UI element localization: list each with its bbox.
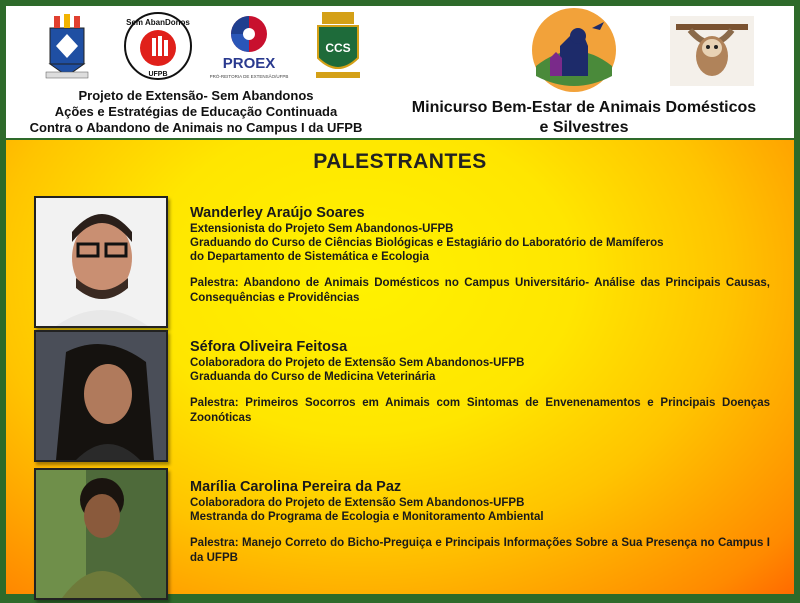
header xyxy=(6,6,794,138)
speaker-talk-3: Palestra: Manejo Correto do Bicho-Preguiça e Principais Informações Sobre a Sua Presença no Campus I da UFPB xyxy=(190,537,770,564)
ufpb-crest-icon xyxy=(44,14,90,80)
course-title xyxy=(384,98,784,138)
speaker-role-3a: Colaboradora do Projeto de Extensão Sem Abandonos-UFPB xyxy=(190,497,525,509)
sloth-logo-icon xyxy=(670,16,754,86)
speaker-name-2: Séfora Oliveira Feitosa xyxy=(190,339,348,355)
speaker-name-1: Wanderley Araújo Soares xyxy=(190,205,365,221)
speaker-name-3: Marília Carolina Pereira da Paz xyxy=(190,479,402,495)
proex-logo-icon xyxy=(209,12,289,82)
svg-text:Sem AbanDonos: Sem AbanDonos xyxy=(126,18,190,27)
speakers-panel xyxy=(6,140,794,594)
speaker-photo-2 xyxy=(34,330,168,462)
speaker-talk-2: Palestra: Primeiros Socorros em Animais com Sintomas de Envenenamentos e Principais Doenças Zoonóticas xyxy=(190,397,770,424)
speaker-photo-1 xyxy=(34,196,168,328)
speaker-role-1a: Extensionista do Projeto Sem Abandonos-UFPB xyxy=(190,223,454,235)
speaker-info-3 xyxy=(190,478,770,566)
speaker-role-3b: Mestranda do Programa de Ecologia e Monitoramento Ambiental xyxy=(190,511,544,523)
portrait-1-icon xyxy=(36,198,166,326)
portrait-3-icon xyxy=(36,470,166,598)
course-title-line-2: e Silvestres xyxy=(539,119,629,136)
speaker-role-1b: Graduando do Curso de Ciências Biológicas e Estagiário do Laboratório de Mamíferos xyxy=(190,237,664,249)
speaker-role-2a: Colaboradora do Projeto de Extensão Sem Abandonos-UFPB xyxy=(190,357,525,369)
portrait-2-icon xyxy=(36,332,166,460)
speaker-info-2 xyxy=(190,338,770,426)
dog-cat-bird-logo-icon xyxy=(526,6,622,94)
speaker-talk-1: Palestra: Abandono de Animais Domésticos no Campus Universitário- Análise das Principais Causas, Consequências e Providências xyxy=(190,277,770,304)
ccs-crest-icon xyxy=(312,12,364,82)
speaker-photo-3 xyxy=(34,468,168,600)
sem-abandonos-logo-icon xyxy=(122,10,194,82)
project-description xyxy=(10,88,382,136)
project-line-3: Contra o Abandono de Animais no Campus I da UFPB xyxy=(29,120,363,135)
section-title: PALESTRANTES xyxy=(313,150,487,173)
project-line-2: Ações e Estratégias de Educação Continuada xyxy=(54,104,338,119)
speaker-info-1 xyxy=(190,204,770,306)
svg-text:UFPB: UFPB xyxy=(148,71,168,78)
project-line-1: Projeto de Extensão- Sem Abandonos xyxy=(78,88,314,103)
svg-text:CCS: CCS xyxy=(325,41,351,55)
speaker-role-2b: Graduanda do Curso de Medicina Veterinária xyxy=(190,371,436,383)
course-title-line-1: Minicurso Bem-Estar de Animais Domésticos xyxy=(411,99,757,116)
svg-text:PRÓ-REITORIA DE EXTENSÃO/UFPB: PRÓ-REITORIA DE EXTENSÃO/UFPB xyxy=(209,74,289,79)
speaker-role-1c: do Departamento de Sistemática e Ecologia xyxy=(190,251,430,263)
svg-text:PROEX: PROEX xyxy=(222,55,276,72)
